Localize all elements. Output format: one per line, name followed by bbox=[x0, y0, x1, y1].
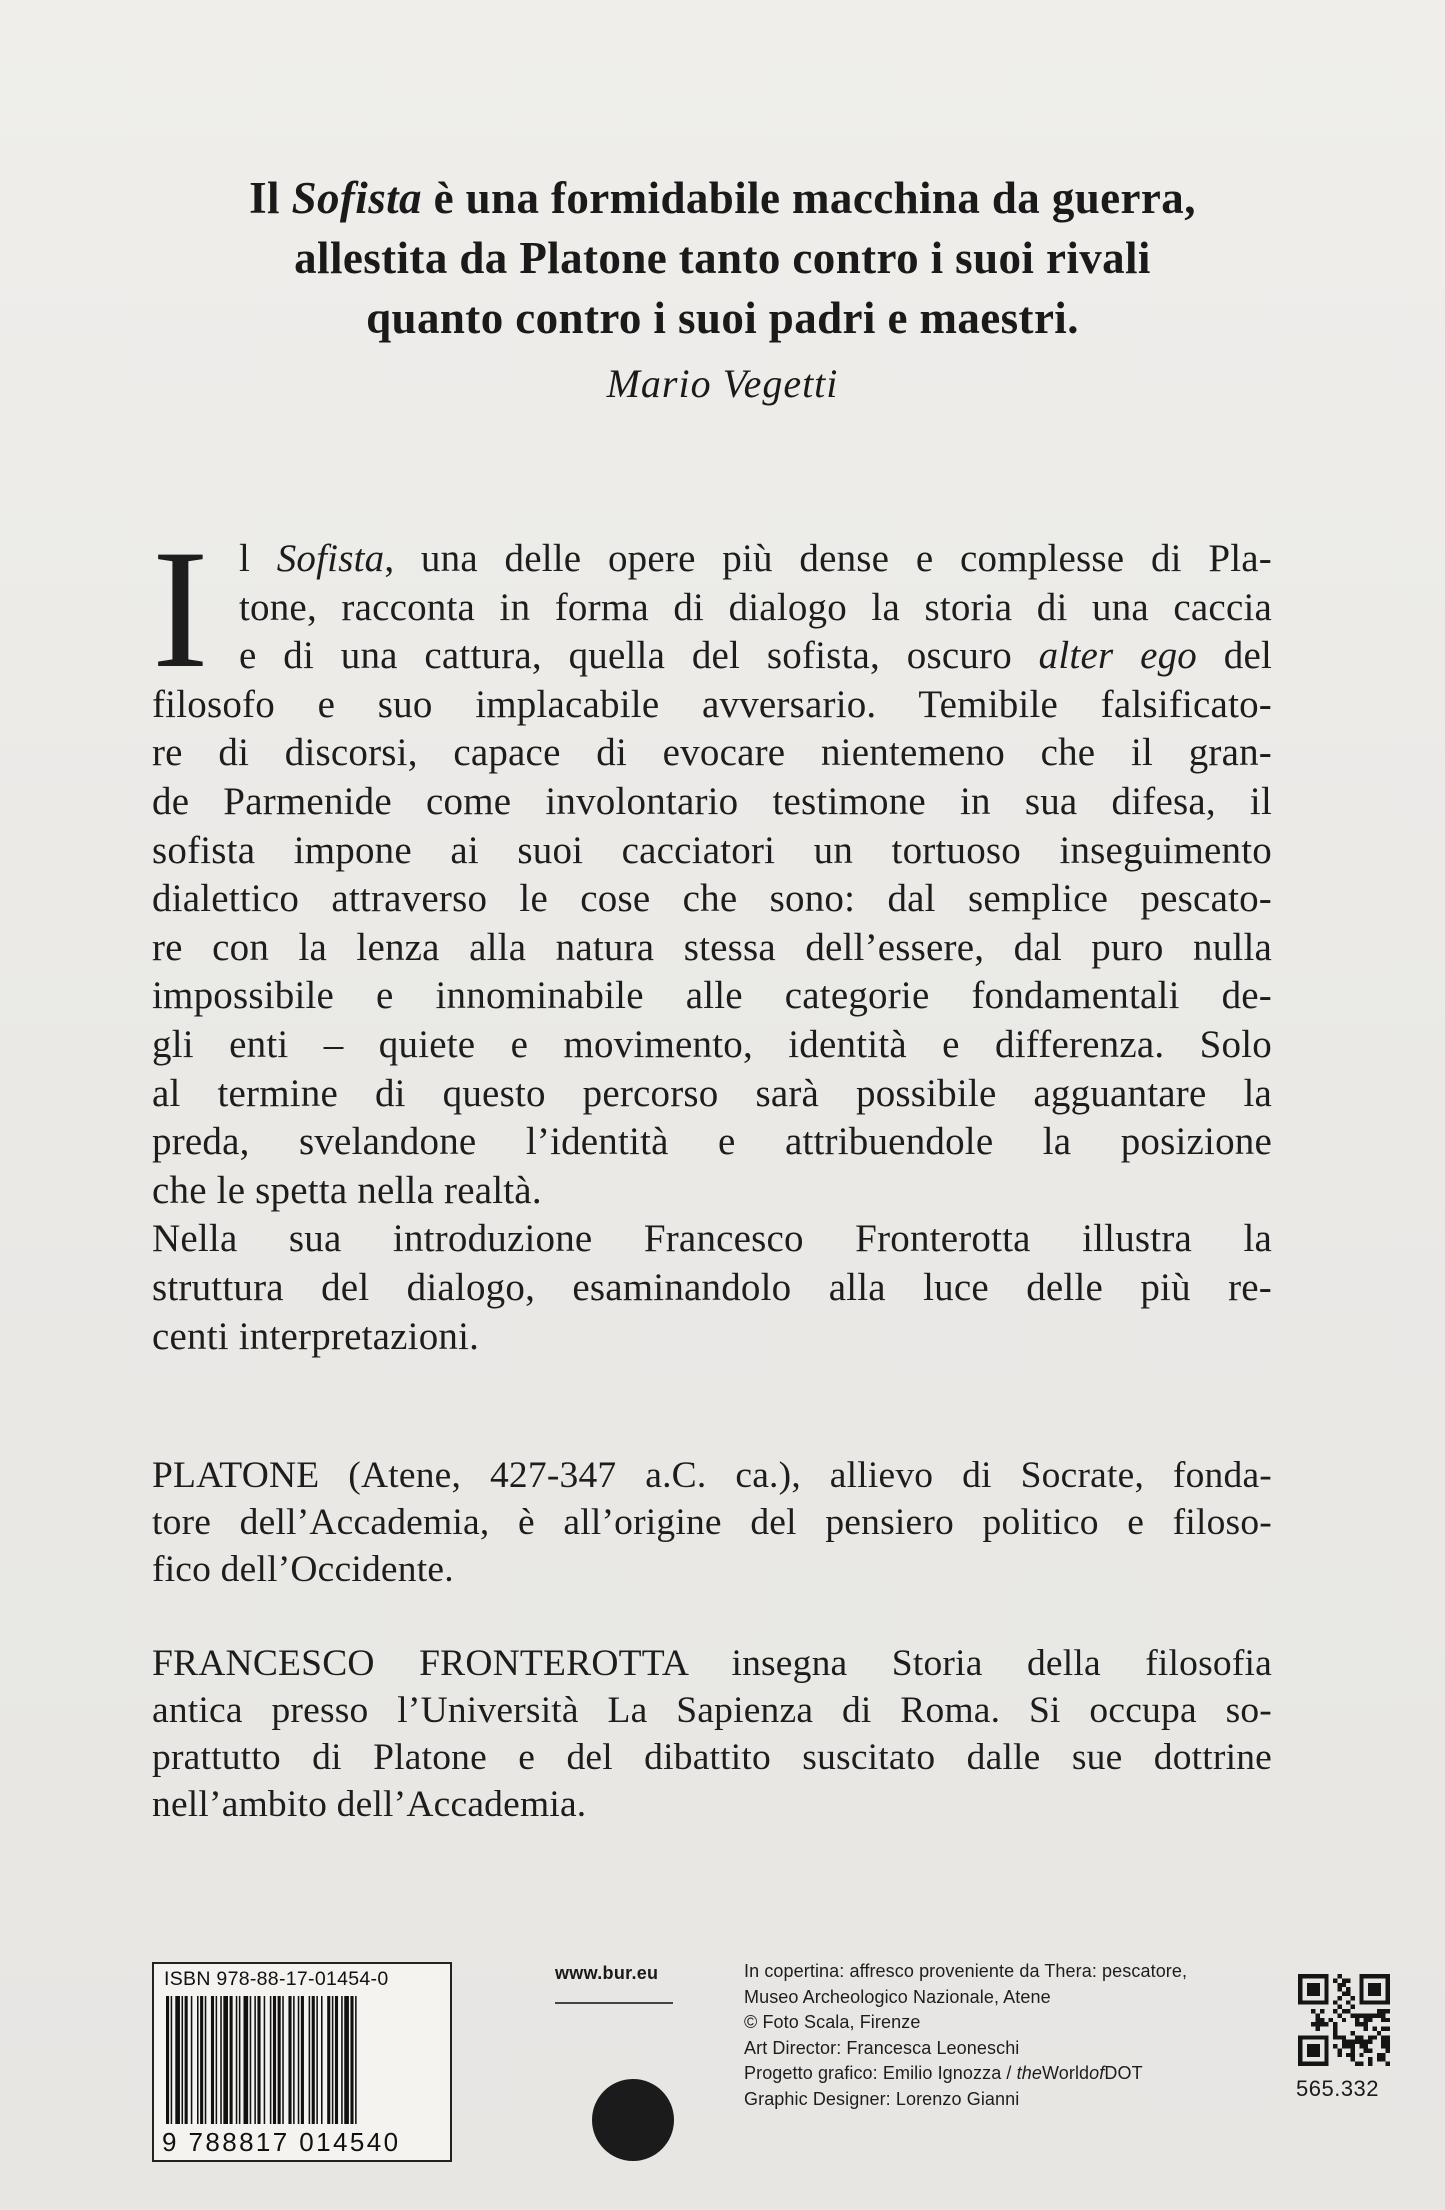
qr-module bbox=[1364, 2000, 1368, 2004]
barcode-bar bbox=[230, 1996, 233, 2124]
qr-module bbox=[1372, 2027, 1376, 2031]
bio-line: tore dell’Accademia, è all’origine del pensiero politico e filoso- bbox=[152, 1502, 1272, 1543]
qr-module bbox=[1368, 2062, 1372, 2066]
qr-module bbox=[1359, 2040, 1363, 2044]
qr-module bbox=[1324, 2035, 1328, 2039]
qr-module bbox=[1377, 2053, 1381, 2057]
qr-module bbox=[1351, 2053, 1355, 2057]
desc-line: che le spetta nella realtà. bbox=[152, 1168, 542, 1212]
qr-module bbox=[1372, 1983, 1376, 1987]
qr-module bbox=[1386, 2018, 1390, 2022]
qr-module bbox=[1316, 1992, 1320, 1996]
qr-module bbox=[1368, 1983, 1372, 1987]
qr-module bbox=[1364, 2022, 1368, 2026]
qr-module bbox=[1316, 2000, 1320, 2004]
desc-line: re con la lenza alla natura stessa dell’essere, dal puro nulla bbox=[152, 925, 1272, 969]
barcode-bar bbox=[282, 1996, 284, 2124]
qr-module bbox=[1386, 1992, 1390, 1996]
barcode-bar bbox=[293, 1996, 295, 2124]
catalog-code: 565.332 bbox=[1296, 2076, 1380, 2101]
desc-line: filosofo e suo implacabile avversario. Temibile falsificato- bbox=[152, 682, 1272, 726]
qr-module bbox=[1320, 2000, 1324, 2004]
qr-module bbox=[1386, 1983, 1390, 1987]
barcode-bar bbox=[239, 1996, 241, 2124]
barcode-bar bbox=[211, 1996, 214, 2124]
qr-module bbox=[1316, 1974, 1320, 1978]
qr-module bbox=[1333, 2031, 1337, 2035]
qr-module bbox=[1368, 2048, 1372, 2052]
qr-module bbox=[1311, 2009, 1315, 2013]
barcode-bar bbox=[220, 1996, 222, 2124]
qr-module bbox=[1311, 2022, 1315, 2026]
isbn-digits: 9 788817 014540 bbox=[162, 2127, 401, 2157]
credit-line: Art Director: Francesca Leoneschi bbox=[744, 2037, 1020, 2058]
qr-module bbox=[1320, 2018, 1324, 2022]
qr-module bbox=[1346, 1987, 1350, 1991]
qr-module bbox=[1359, 1974, 1363, 1978]
barcode-bar bbox=[264, 1996, 266, 2124]
qr-module bbox=[1337, 2053, 1341, 2057]
qr-module bbox=[1377, 1987, 1381, 1991]
qr-module bbox=[1368, 2035, 1372, 2039]
qr-module bbox=[1324, 2057, 1328, 2061]
qr-module bbox=[1364, 1974, 1368, 1978]
qr-module bbox=[1333, 2027, 1337, 2031]
qr-module bbox=[1381, 2009, 1385, 2013]
qr-module bbox=[1302, 2035, 1306, 2039]
qr-module bbox=[1316, 2018, 1320, 2022]
qr-module bbox=[1386, 1974, 1390, 1978]
barcode-bar bbox=[316, 1996, 318, 2124]
qr-module bbox=[1307, 1983, 1311, 1987]
publisher-website: www.bur.eu bbox=[555, 1963, 659, 1983]
qr-module bbox=[1364, 2048, 1368, 2052]
barcode-bar bbox=[309, 1996, 311, 2124]
quote-title-italic: Sofista bbox=[291, 173, 422, 223]
qr-module bbox=[1355, 2018, 1359, 2022]
qr-module bbox=[1307, 1987, 1311, 1991]
qr-module bbox=[1386, 2027, 1390, 2031]
qr-module bbox=[1359, 1987, 1363, 1991]
barcode-bar bbox=[341, 1996, 343, 2124]
qr-module bbox=[1342, 1992, 1346, 1996]
qr-module bbox=[1342, 2035, 1346, 2039]
qr-module bbox=[1311, 2048, 1315, 2052]
qr-module bbox=[1386, 2040, 1390, 2044]
qr-module bbox=[1324, 2040, 1328, 2044]
qr-module bbox=[1368, 2000, 1372, 2004]
qr-module bbox=[1311, 2000, 1315, 2004]
barcode-bar bbox=[350, 1996, 353, 2124]
qr-module bbox=[1386, 2000, 1390, 2004]
qr-module bbox=[1311, 2035, 1315, 2039]
qr-module bbox=[1386, 1996, 1390, 2000]
qr-module bbox=[1359, 2013, 1363, 2017]
qr-module bbox=[1372, 2000, 1376, 2004]
qr-module bbox=[1298, 2044, 1302, 2048]
qr-module bbox=[1324, 1987, 1328, 1991]
qr-module bbox=[1377, 1983, 1381, 1987]
qr-module bbox=[1298, 1996, 1302, 2000]
author-bio-platone bbox=[152, 1452, 1272, 1593]
qr-module bbox=[1381, 2040, 1385, 2044]
qr-module bbox=[1368, 2013, 1372, 2017]
qr-module bbox=[1324, 2048, 1328, 2052]
qr-module bbox=[1298, 2035, 1302, 2039]
qr-module bbox=[1386, 2044, 1390, 2048]
qr-module bbox=[1324, 2022, 1328, 2026]
qr-module bbox=[1324, 2044, 1328, 2048]
bio-line: FRANCESCO FRONTEROTTA insegna Storia della filosofia bbox=[152, 1643, 1272, 1684]
intro-line: centi interpretazioni. bbox=[152, 1314, 480, 1358]
qr-module bbox=[1337, 1987, 1341, 1991]
qr-module bbox=[1324, 1983, 1328, 1987]
qr-module bbox=[1346, 2009, 1350, 2013]
qr-module bbox=[1368, 2040, 1372, 2044]
credit-line: Museo Archeologico Nazionale, Atene bbox=[744, 1986, 1051, 2007]
divider bbox=[555, 2002, 673, 2004]
qr-module bbox=[1324, 1996, 1328, 2000]
qr-module bbox=[1372, 1974, 1376, 1978]
qr-module bbox=[1320, 1974, 1324, 1978]
drop-cap: I bbox=[152, 515, 209, 703]
qr-module bbox=[1359, 2035, 1363, 2039]
barcode-bar bbox=[200, 1996, 203, 2124]
desc-line: gli enti – quiete e movimento, identità e differenza. Solo bbox=[152, 1022, 1272, 1066]
qr-module bbox=[1346, 2053, 1350, 2057]
qr-module bbox=[1333, 1978, 1337, 1982]
qr-module bbox=[1368, 2057, 1372, 2061]
credit-line: In copertina: affresco proveniente da Thera: pescatore, bbox=[744, 1961, 1188, 1981]
qr-module bbox=[1320, 2022, 1324, 2026]
qr-module bbox=[1381, 2035, 1385, 2039]
qr-module bbox=[1364, 2013, 1368, 2017]
qr-module bbox=[1372, 1992, 1376, 1996]
qr-module bbox=[1298, 1987, 1302, 1991]
qr-module bbox=[1386, 2062, 1390, 2066]
qr-module bbox=[1302, 2000, 1306, 2004]
qr-module bbox=[1381, 2027, 1385, 2031]
qr-module bbox=[1298, 2062, 1302, 2066]
qr-module bbox=[1302, 2062, 1306, 2066]
qr-module bbox=[1381, 2018, 1385, 2022]
qr-module bbox=[1351, 2005, 1355, 2009]
qr-module bbox=[1316, 2048, 1320, 2052]
bio-line: PLATONE (Atene, 427-347 a.C. ca.), allievo di Socrate, fonda- bbox=[152, 1455, 1272, 1496]
qr-module bbox=[1386, 2009, 1390, 2013]
qr-module bbox=[1337, 1983, 1341, 1987]
barcode-bar bbox=[298, 1996, 300, 2124]
qr-module bbox=[1342, 2009, 1346, 2013]
qr-module bbox=[1311, 2044, 1315, 2048]
qr-module bbox=[1307, 2062, 1311, 2066]
barcode-bar bbox=[185, 1996, 188, 2124]
qr-module bbox=[1316, 1983, 1320, 1987]
qr-module bbox=[1359, 2053, 1363, 2057]
bio-line: antica presso l’Università La Sapienza di Roma. Si occupa so- bbox=[152, 1690, 1272, 1731]
qr-module bbox=[1324, 1978, 1328, 1982]
qr-module bbox=[1316, 2062, 1320, 2066]
qr-module bbox=[1351, 2031, 1355, 2035]
qr-module bbox=[1372, 2035, 1376, 2039]
barcode-bar bbox=[250, 1996, 252, 2124]
barcode-bar bbox=[182, 1996, 184, 2124]
credit-line: Graphic Designer: Lorenzo Gianni bbox=[744, 2088, 1020, 2109]
qr-module bbox=[1351, 2057, 1355, 2061]
qr-module bbox=[1307, 1974, 1311, 1978]
qr-module bbox=[1359, 1992, 1363, 1996]
bio-line: nell’ambito dell’Accademia. bbox=[152, 1784, 587, 1825]
qr-module bbox=[1377, 2013, 1381, 2017]
qr-module bbox=[1364, 2040, 1368, 2044]
qr-module bbox=[1337, 1974, 1341, 1978]
barcode-bar bbox=[257, 1996, 260, 2124]
qr-module bbox=[1320, 2035, 1324, 2039]
qr-module bbox=[1351, 2013, 1355, 2017]
barcode-bar bbox=[175, 1996, 180, 2124]
cover-quote bbox=[100, 168, 1345, 414]
barcode-bar bbox=[223, 1996, 228, 2124]
quote-line-2: allestita da Platone tanto contro i suoi rivali bbox=[294, 233, 1151, 283]
cover-credits bbox=[744, 1959, 1254, 2113]
qr-module bbox=[1333, 2022, 1337, 2026]
qr-module bbox=[1311, 1992, 1315, 1996]
qr-module bbox=[1324, 2053, 1328, 2057]
qr-module bbox=[1377, 1992, 1381, 1996]
qr-module bbox=[1342, 2040, 1346, 2044]
qr-module bbox=[1333, 2000, 1337, 2004]
barcode-bar bbox=[332, 1996, 334, 2124]
barcode-bar bbox=[254, 1996, 256, 2124]
qr-module bbox=[1359, 1978, 1363, 1982]
desc-line-3: e di una cattura, quella del sofista, oscuro alter ego del bbox=[239, 634, 1272, 678]
qr-module bbox=[1324, 2062, 1328, 2066]
barcode-bar bbox=[216, 1996, 218, 2124]
barcode-bar bbox=[288, 1996, 291, 2124]
qr-module bbox=[1298, 1992, 1302, 1996]
qr-module bbox=[1298, 2040, 1302, 2044]
qr-module bbox=[1342, 1978, 1346, 1982]
qr-module bbox=[1351, 2044, 1355, 2048]
book-description bbox=[152, 515, 1272, 1361]
barcode-bar bbox=[335, 1996, 338, 2124]
qr-module bbox=[1386, 1987, 1390, 1991]
barcode-bar bbox=[171, 1996, 173, 2124]
qr-module bbox=[1359, 2022, 1363, 2026]
desc-line: sofista impone ai suoi cacciatori un tortuoso inseguimento bbox=[152, 828, 1272, 872]
barcode-bar bbox=[301, 1996, 304, 2124]
desc-line: dialettico attraverso le cose che sono: dal semplice pescato- bbox=[152, 877, 1272, 921]
qr-module bbox=[1298, 2048, 1302, 2052]
desc-line-2: tone, racconta in forma di dialogo la storia di una caccia bbox=[239, 585, 1272, 629]
desc-line: impossibile e innominabile alle categorie fondamentali de- bbox=[152, 974, 1272, 1018]
qr-module bbox=[1351, 2048, 1355, 2052]
qr-module bbox=[1298, 2000, 1302, 2004]
qr-module bbox=[1377, 2031, 1381, 2035]
qr-module bbox=[1307, 2053, 1311, 2057]
barcode-bar bbox=[244, 1996, 249, 2124]
qr-module bbox=[1342, 2044, 1346, 2048]
barcode-bar bbox=[236, 1996, 238, 2124]
qr-module bbox=[1372, 1987, 1376, 1991]
qr-module bbox=[1316, 2044, 1320, 2048]
bio-line: prattutto di Platone e del dibattito suscitato dalle sue dottrine bbox=[152, 1737, 1272, 1778]
qr-module bbox=[1381, 1974, 1385, 1978]
qr-module bbox=[1337, 2035, 1341, 2039]
desc-line: preda, svelandone l’identità e attribuendole la posizione bbox=[152, 1120, 1272, 1164]
qr-module bbox=[1359, 2062, 1363, 2066]
intro-line: Nella sua introduzione Francesco Fronterotta illustra la bbox=[152, 1217, 1272, 1261]
qr-module bbox=[1377, 2000, 1381, 2004]
qr-module bbox=[1311, 1983, 1315, 1987]
isbn-label: ISBN 978-88-17-01454-0 bbox=[164, 1968, 389, 1990]
qr-module bbox=[1298, 1983, 1302, 1987]
qr-module bbox=[1386, 2048, 1390, 2052]
barcode-bar bbox=[278, 1996, 281, 2124]
qr-module bbox=[1316, 2022, 1320, 2026]
qr-module bbox=[1307, 2000, 1311, 2004]
quote-line-1: Il Sofista è una formidabile macchina da guerra, bbox=[249, 173, 1196, 223]
qr-module bbox=[1324, 1992, 1328, 1996]
qr-module bbox=[1381, 2000, 1385, 2004]
qr-module bbox=[1364, 2018, 1368, 2022]
qr-module bbox=[1316, 2027, 1320, 2031]
qr-module bbox=[1307, 2044, 1311, 2048]
qr-module bbox=[1333, 2044, 1337, 2048]
qr-module bbox=[1333, 2035, 1337, 2039]
qr-module bbox=[1307, 2048, 1311, 2052]
barcode-bar bbox=[312, 1996, 315, 2124]
qr-module bbox=[1377, 2057, 1381, 2061]
qr-module bbox=[1377, 1974, 1381, 1978]
qr-module bbox=[1386, 1978, 1390, 1982]
barcode-bar bbox=[327, 1996, 330, 2124]
qr-module bbox=[1381, 2057, 1385, 2061]
barcode-bar bbox=[355, 1996, 357, 2124]
qr-module bbox=[1359, 2044, 1363, 2048]
qr-module bbox=[1311, 1974, 1315, 1978]
qr-module bbox=[1355, 2040, 1359, 2044]
qr-module bbox=[1311, 1987, 1315, 1991]
qr-module bbox=[1324, 2000, 1328, 2004]
qr-module bbox=[1302, 1974, 1306, 1978]
qr-module bbox=[1381, 2013, 1385, 2017]
qr-module bbox=[1316, 2053, 1320, 2057]
barcode-bar bbox=[321, 1996, 323, 2124]
barcode-bar bbox=[166, 1996, 169, 2124]
qr-module bbox=[1368, 1987, 1372, 1991]
barcode-bar bbox=[344, 1996, 349, 2124]
qr-module bbox=[1311, 2062, 1315, 2066]
qr-module bbox=[1346, 1992, 1350, 1996]
qr-module bbox=[1307, 2035, 1311, 2039]
qr-module bbox=[1359, 1983, 1363, 1987]
qr-module bbox=[1337, 2013, 1341, 2017]
desc-line: al termine di questo percorso sarà possibile agguantare la bbox=[152, 1071, 1272, 1115]
qr-module bbox=[1342, 1983, 1346, 1987]
qr-module bbox=[1368, 1974, 1372, 1978]
qr-module bbox=[1316, 2013, 1320, 2017]
qr-module bbox=[1364, 2027, 1368, 2031]
qr-module bbox=[1320, 2009, 1324, 2013]
qr-module bbox=[1359, 1996, 1363, 2000]
qr-module bbox=[1342, 2018, 1346, 2022]
intro-line: struttura del dialogo, esaminandolo alla luce delle più re- bbox=[152, 1265, 1272, 1309]
qr-module bbox=[1355, 2035, 1359, 2039]
qr-module bbox=[1337, 2048, 1341, 2052]
qr-module bbox=[1316, 1987, 1320, 1991]
qr-module bbox=[1359, 2000, 1363, 2004]
qr-module bbox=[1324, 1974, 1328, 1978]
desc-line-1: l Sofista, una delle opere più dense e complesse di Pla- bbox=[239, 537, 1272, 580]
qr-module bbox=[1298, 1978, 1302, 1982]
barcode-bars bbox=[164, 1996, 440, 2124]
desc-line: re di discorsi, capace di evocare nientemeno che il gran- bbox=[152, 731, 1272, 775]
qr-module bbox=[1386, 2035, 1390, 2039]
desc-line: de Parmenide come involontario testimone in sua difesa, il bbox=[152, 779, 1272, 823]
qr-module bbox=[1346, 1978, 1350, 1982]
quote-author: Mario Vegetti bbox=[606, 361, 839, 406]
qr-module bbox=[1298, 2057, 1302, 2061]
qr-module bbox=[1333, 2009, 1337, 2013]
qr-module bbox=[1346, 2040, 1350, 2044]
qr-module bbox=[1355, 2022, 1359, 2026]
qr-module bbox=[1298, 2053, 1302, 2057]
barcode-bar bbox=[197, 1996, 199, 2124]
barcode-bar bbox=[191, 1996, 193, 2124]
quote-line-3: quanto contro i suoi padri e maestri. bbox=[366, 293, 1079, 343]
editor-bio-fronterotta bbox=[152, 1640, 1272, 1828]
qr-module bbox=[1368, 1992, 1372, 1996]
qr-module bbox=[1377, 2009, 1381, 2013]
barcode-bar bbox=[273, 1996, 276, 2124]
qr-module bbox=[1307, 1992, 1311, 1996]
qr-module bbox=[1316, 2035, 1320, 2039]
qr-module bbox=[1351, 2040, 1355, 2044]
qr-module bbox=[1329, 2018, 1333, 2022]
qr-module bbox=[1298, 1974, 1302, 1978]
credit-line: © Foto Scala, Firenze bbox=[744, 2012, 921, 2033]
barcode-bar bbox=[205, 1996, 207, 2124]
barcode-bar bbox=[270, 1996, 272, 2124]
bio-line: fico dell’Occidente. bbox=[152, 1549, 454, 1590]
qr-module bbox=[1320, 2062, 1324, 2066]
qr-module bbox=[1355, 2013, 1359, 2017]
qr-module bbox=[1337, 2005, 1341, 2009]
credit-line: Progetto grafico: Emilio Ignozza / theWorldofDOT bbox=[744, 2063, 1143, 2084]
qr-code-icon bbox=[1298, 1974, 1390, 2066]
qr-module bbox=[1381, 2044, 1385, 2048]
qr-module bbox=[1368, 2018, 1372, 2022]
qr-module bbox=[1311, 2053, 1315, 2057]
qr-module bbox=[1364, 2044, 1368, 2048]
qr-module bbox=[1346, 2000, 1350, 2004]
qr-module bbox=[1346, 2044, 1350, 2048]
qr-module bbox=[1355, 2062, 1359, 2066]
publisher-logo-dot bbox=[592, 2079, 674, 2161]
qr-module bbox=[1381, 2053, 1385, 2057]
qr-module bbox=[1337, 1996, 1341, 2000]
isbn-barcode bbox=[152, 1962, 452, 2162]
qr-module bbox=[1351, 1996, 1355, 2000]
qr-module bbox=[1372, 2013, 1376, 2017]
